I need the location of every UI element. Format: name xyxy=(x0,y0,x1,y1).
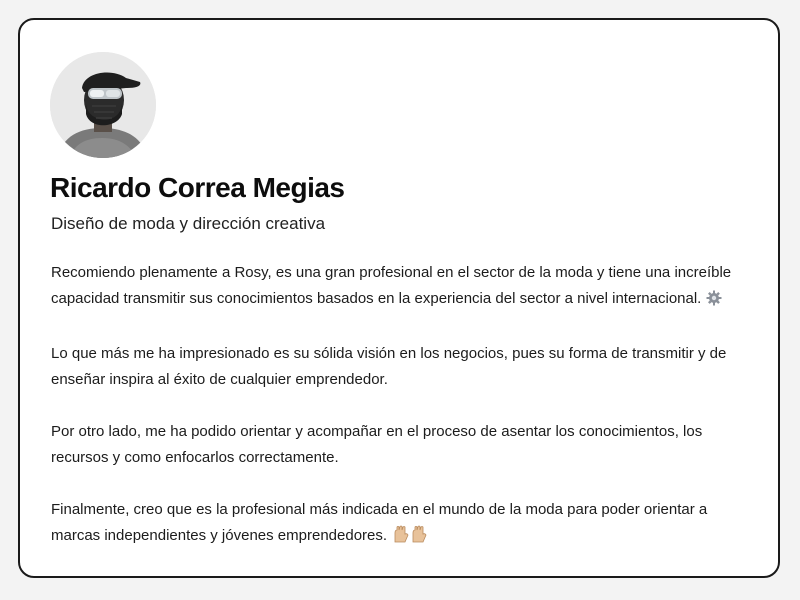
testimonial-body xyxy=(51,260,741,578)
testimonial-card xyxy=(18,18,780,578)
person-role: Diseño de moda y dirección creativa xyxy=(51,214,326,233)
testimonial-paragraph xyxy=(51,497,741,552)
person-name: Ricardo Correa Megias xyxy=(50,172,345,203)
avatar-portrait xyxy=(50,52,156,158)
testimonial-paragraph: Lo que más me ha impresionado es su sólida visión en los negocios, pues su forma de transmitir y de enseñar inspira al éxito de cualquier emprendedor. xyxy=(51,345,727,388)
paragraph-text: Recomiendo plenamente a Rosy, es una gran profesional en el sector de la moda y tiene una increíble capacidad transmitir sus conocimientos basados en la experiencia del sector a nivel internacional. xyxy=(51,264,732,307)
raising-hands-icon xyxy=(392,525,430,552)
paragraph-text: Finalmente, creo que es la profesional más indicada en el mundo de la moda para poder orientar a marcas independientes y jóvenes emprendedores. xyxy=(51,501,708,544)
testimonial-paragraph: Por otro lado, me ha podido orientar y acompañar en el proceso de asentar los conocimientos, los recursos y como enfocarlos correctamente. xyxy=(51,423,703,466)
testimonial-paragraph xyxy=(51,260,741,315)
gear-icon xyxy=(706,289,722,315)
avatar xyxy=(50,52,156,158)
